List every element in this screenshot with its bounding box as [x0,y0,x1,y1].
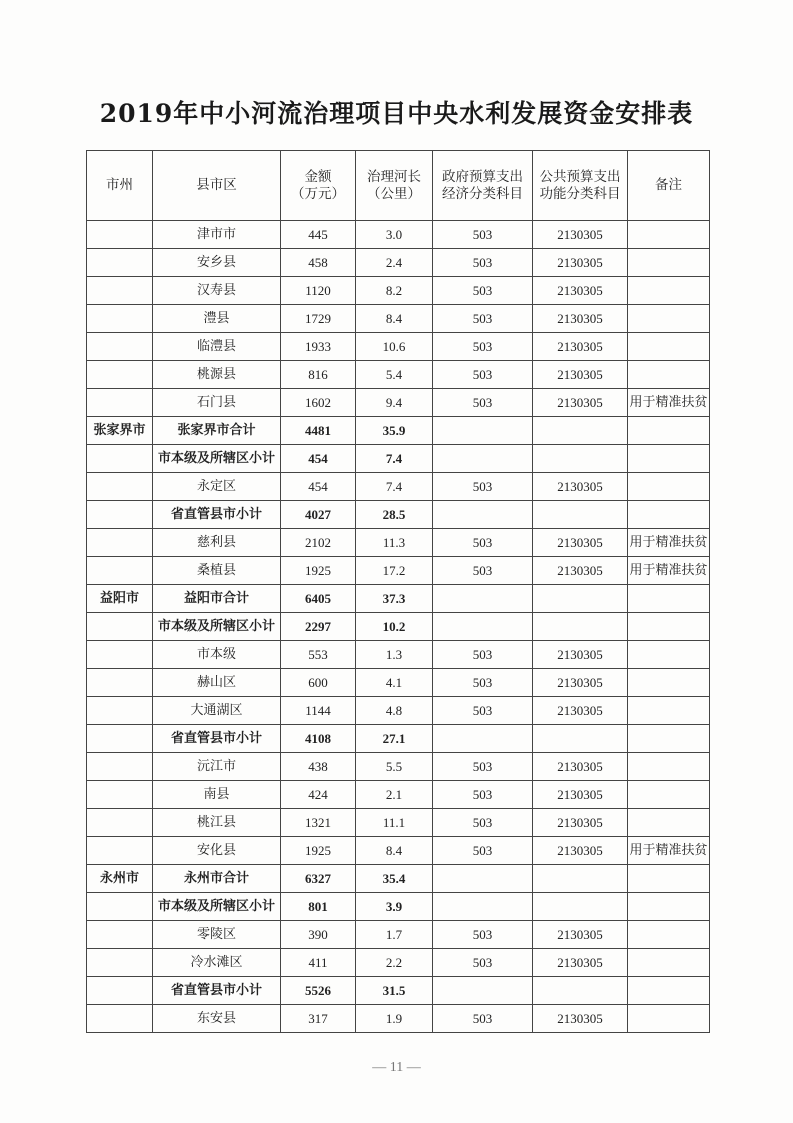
length-cell: 2.4 [356,249,433,277]
econ-code-cell [433,893,533,921]
length-cell: 7.4 [356,445,433,473]
amount-cell: 2297 [281,613,356,641]
func-code-cell: 2130305 [533,837,628,865]
amount-cell: 411 [281,949,356,977]
length-cell: 10.2 [356,613,433,641]
county-cell: 省直管县市小计 [153,501,281,529]
func-code-cell [533,977,628,1005]
city-cell [87,445,153,473]
length-cell: 8.4 [356,837,433,865]
table-row [87,753,710,781]
city-cell [87,809,153,837]
subtotal-row [87,613,710,641]
length-cell: 7.4 [356,473,433,501]
table-row [87,669,710,697]
econ-code-cell: 503 [433,277,533,305]
header-city: 市州 [87,151,153,221]
city-cell [87,921,153,949]
amount-cell: 1321 [281,809,356,837]
note-cell [628,445,710,473]
city-cell [87,977,153,1005]
city-cell [87,529,153,557]
header-econ-line2: 经济分类科目 [442,185,523,202]
econ-code-cell: 503 [433,697,533,725]
func-code-cell [533,445,628,473]
length-cell: 17.2 [356,557,433,585]
subtotal-row [87,893,710,921]
amount-cell: 4108 [281,725,356,753]
county-cell: 澧县 [153,305,281,333]
note-cell [628,949,710,977]
econ-code-cell: 503 [433,389,533,417]
city-cell [87,389,153,417]
length-cell: 31.5 [356,977,433,1005]
amount-cell: 1602 [281,389,356,417]
amount-cell: 454 [281,473,356,501]
city-cell [87,333,153,361]
econ-code-cell: 503 [433,221,533,249]
header-func-line2: 功能分类科目 [539,185,621,202]
length-cell: 8.4 [356,305,433,333]
func-code-cell: 2130305 [533,781,628,809]
table-row [87,837,710,865]
amount-cell: 390 [281,921,356,949]
city-cell: 益阳市 [87,585,153,613]
note-cell [628,1005,710,1033]
econ-code-cell [433,865,533,893]
table-row [87,221,710,249]
county-cell: 零陵区 [153,921,281,949]
table-row [87,697,710,725]
city-cell [87,501,153,529]
header-length [356,151,433,221]
length-cell: 1.7 [356,921,433,949]
econ-code-cell [433,613,533,641]
county-cell: 冷水滩区 [153,949,281,977]
length-cell: 4.8 [356,697,433,725]
length-cell: 10.6 [356,333,433,361]
city-cell [87,837,153,865]
subtotal-row [87,977,710,1005]
header-amount-line2: （万元） [291,185,345,202]
county-cell: 东安县 [153,1005,281,1033]
econ-code-cell [433,445,533,473]
econ-code-cell: 503 [433,641,533,669]
header-note: 备注 [628,151,710,221]
econ-code-cell: 503 [433,529,533,557]
func-code-cell: 2130305 [533,277,628,305]
county-cell: 南县 [153,781,281,809]
county-cell: 慈利县 [153,529,281,557]
county-cell: 省直管县市小计 [153,977,281,1005]
amount-cell: 4027 [281,501,356,529]
table-row [87,249,710,277]
note-cell [628,893,710,921]
length-cell: 1.3 [356,641,433,669]
county-cell: 市本级及所辖区小计 [153,613,281,641]
amount-cell: 1933 [281,333,356,361]
city-cell [87,697,153,725]
length-cell: 2.2 [356,949,433,977]
note-cell: 用于精准扶贫 [628,389,710,417]
header-amount [281,151,356,221]
func-code-cell: 2130305 [533,389,628,417]
funding-table [86,150,710,1033]
length-cell: 37.3 [356,585,433,613]
econ-code-cell: 503 [433,1005,533,1033]
county-cell: 沅江市 [153,753,281,781]
length-cell: 4.1 [356,669,433,697]
header-amount-line1: 金额 [304,168,332,185]
table-row [87,277,710,305]
note-cell [628,865,710,893]
econ-code-cell [433,725,533,753]
page-number: — 11 — [372,1060,421,1075]
city-cell [87,753,153,781]
county-cell: 市本级及所辖区小计 [153,893,281,921]
city-cell: 张家界市 [87,417,153,445]
length-cell: 8.2 [356,277,433,305]
func-code-cell [533,417,628,445]
amount-cell: 801 [281,893,356,921]
econ-code-cell: 503 [433,361,533,389]
note-cell: 用于精准扶贫 [628,557,710,585]
city-cell [87,473,153,501]
county-cell: 省直管县市小计 [153,725,281,753]
amount-cell: 1144 [281,697,356,725]
city-cell [87,949,153,977]
header-county: 县市区 [153,151,281,221]
note-cell [628,669,710,697]
length-cell: 28.5 [356,501,433,529]
amount-cell: 4481 [281,417,356,445]
county-cell: 张家界市合计 [153,417,281,445]
note-cell [628,641,710,669]
city-cell: 永州市 [87,865,153,893]
table-row [87,949,710,977]
func-code-cell: 2130305 [533,641,628,669]
func-code-cell: 2130305 [533,809,628,837]
amount-cell: 5526 [281,977,356,1005]
amount-cell: 816 [281,361,356,389]
func-code-cell: 2130305 [533,473,628,501]
amount-cell: 600 [281,669,356,697]
econ-code-cell: 503 [433,809,533,837]
func-code-cell: 2130305 [533,697,628,725]
city-total-row [87,865,710,893]
econ-code-cell [433,501,533,529]
note-cell [628,753,710,781]
county-cell: 市本级 [153,641,281,669]
note-cell [628,501,710,529]
county-cell: 桃江县 [153,809,281,837]
city-cell [87,249,153,277]
func-code-cell: 2130305 [533,221,628,249]
note-cell [628,333,710,361]
table-row [87,389,710,417]
table-row [87,1005,710,1033]
header-func-line1: 公共预算支出 [539,168,621,185]
amount-cell: 1925 [281,837,356,865]
table-row [87,473,710,501]
note-cell [628,697,710,725]
note-cell [628,305,710,333]
econ-code-cell: 503 [433,473,533,501]
county-cell: 桑植县 [153,557,281,585]
table-row [87,529,710,557]
city-cell [87,669,153,697]
func-code-cell: 2130305 [533,949,628,977]
table-row [87,781,710,809]
amount-cell: 1925 [281,557,356,585]
city-cell [87,725,153,753]
county-cell: 益阳市合计 [153,585,281,613]
county-cell: 安化县 [153,837,281,865]
note-cell [628,221,710,249]
table-row [87,333,710,361]
func-code-cell: 2130305 [533,249,628,277]
amount-cell: 317 [281,1005,356,1033]
note-cell: 用于精准扶贫 [628,529,710,557]
county-cell: 临澧县 [153,333,281,361]
city-cell [87,277,153,305]
subtotal-row [87,725,710,753]
county-cell: 市本级及所辖区小计 [153,445,281,473]
header-length-line1: 治理河长 [367,168,421,185]
amount-cell: 424 [281,781,356,809]
city-cell [87,893,153,921]
city-cell [87,361,153,389]
length-cell: 11.1 [356,809,433,837]
amount-cell: 458 [281,249,356,277]
econ-code-cell: 503 [433,921,533,949]
length-cell: 1.9 [356,1005,433,1033]
city-cell [87,557,153,585]
note-cell [628,977,710,1005]
func-code-cell: 2130305 [533,529,628,557]
func-code-cell: 2130305 [533,669,628,697]
note-cell [628,249,710,277]
note-cell [628,613,710,641]
func-code-cell: 2130305 [533,305,628,333]
func-code-cell [533,865,628,893]
length-cell: 27.1 [356,725,433,753]
econ-code-cell [433,585,533,613]
amount-cell: 1120 [281,277,356,305]
length-cell: 5.5 [356,753,433,781]
table-header-row [87,151,710,221]
table-row [87,641,710,669]
econ-code-cell: 503 [433,333,533,361]
func-code-cell: 2130305 [533,1005,628,1033]
city-cell [87,221,153,249]
table-row [87,921,710,949]
county-cell: 石门县 [153,389,281,417]
county-cell: 安乡县 [153,249,281,277]
amount-cell: 445 [281,221,356,249]
econ-code-cell: 503 [433,949,533,977]
city-cell [87,641,153,669]
func-code-cell: 2130305 [533,753,628,781]
length-cell: 3.0 [356,221,433,249]
econ-code-cell: 503 [433,557,533,585]
county-cell: 汉寿县 [153,277,281,305]
county-cell: 永定区 [153,473,281,501]
econ-code-cell: 503 [433,305,533,333]
length-cell: 35.9 [356,417,433,445]
length-cell: 11.3 [356,529,433,557]
table-row [87,361,710,389]
city-cell [87,613,153,641]
econ-code-cell: 503 [433,753,533,781]
header-econ-line1: 政府预算支出 [442,168,523,185]
header-econ [433,151,533,221]
document-title: 2019年中小河流治理项目中央水利发展资金安排表 [99,99,694,128]
county-cell: 大通湖区 [153,697,281,725]
subtotal-row [87,501,710,529]
amount-cell: 6327 [281,865,356,893]
subtotal-row [87,445,710,473]
func-code-cell [533,501,628,529]
amount-cell: 1729 [281,305,356,333]
func-code-cell [533,585,628,613]
note-cell [628,781,710,809]
note-cell [628,809,710,837]
table-row [87,305,710,333]
amount-cell: 553 [281,641,356,669]
amount-cell: 438 [281,753,356,781]
length-cell: 2.1 [356,781,433,809]
note-cell [628,361,710,389]
table-row [87,557,710,585]
county-cell: 桃源县 [153,361,281,389]
county-cell: 赫山区 [153,669,281,697]
func-code-cell: 2130305 [533,557,628,585]
county-cell: 津市市 [153,221,281,249]
note-cell: 用于精准扶贫 [628,837,710,865]
header-func [533,151,628,221]
amount-cell: 2102 [281,529,356,557]
note-cell [628,473,710,501]
func-code-cell [533,893,628,921]
econ-code-cell: 503 [433,249,533,277]
table-row [87,809,710,837]
econ-code-cell [433,977,533,1005]
city-cell [87,781,153,809]
econ-code-cell: 503 [433,669,533,697]
econ-code-cell [433,417,533,445]
city-total-row [87,585,710,613]
note-cell [628,277,710,305]
city-total-row [87,417,710,445]
length-cell: 9.4 [356,389,433,417]
func-code-cell: 2130305 [533,361,628,389]
note-cell [628,921,710,949]
length-cell: 3.9 [356,893,433,921]
note-cell [628,725,710,753]
city-cell [87,1005,153,1033]
length-cell: 5.4 [356,361,433,389]
func-code-cell: 2130305 [533,921,628,949]
func-code-cell: 2130305 [533,333,628,361]
county-cell: 永州市合计 [153,865,281,893]
func-code-cell [533,725,628,753]
note-cell [628,585,710,613]
city-cell [87,305,153,333]
header-length-line2: （公里） [367,185,421,202]
func-code-cell [533,613,628,641]
amount-cell: 454 [281,445,356,473]
econ-code-cell: 503 [433,837,533,865]
econ-code-cell: 503 [433,781,533,809]
length-cell: 35.4 [356,865,433,893]
amount-cell: 6405 [281,585,356,613]
table-body [87,221,710,1033]
note-cell [628,417,710,445]
